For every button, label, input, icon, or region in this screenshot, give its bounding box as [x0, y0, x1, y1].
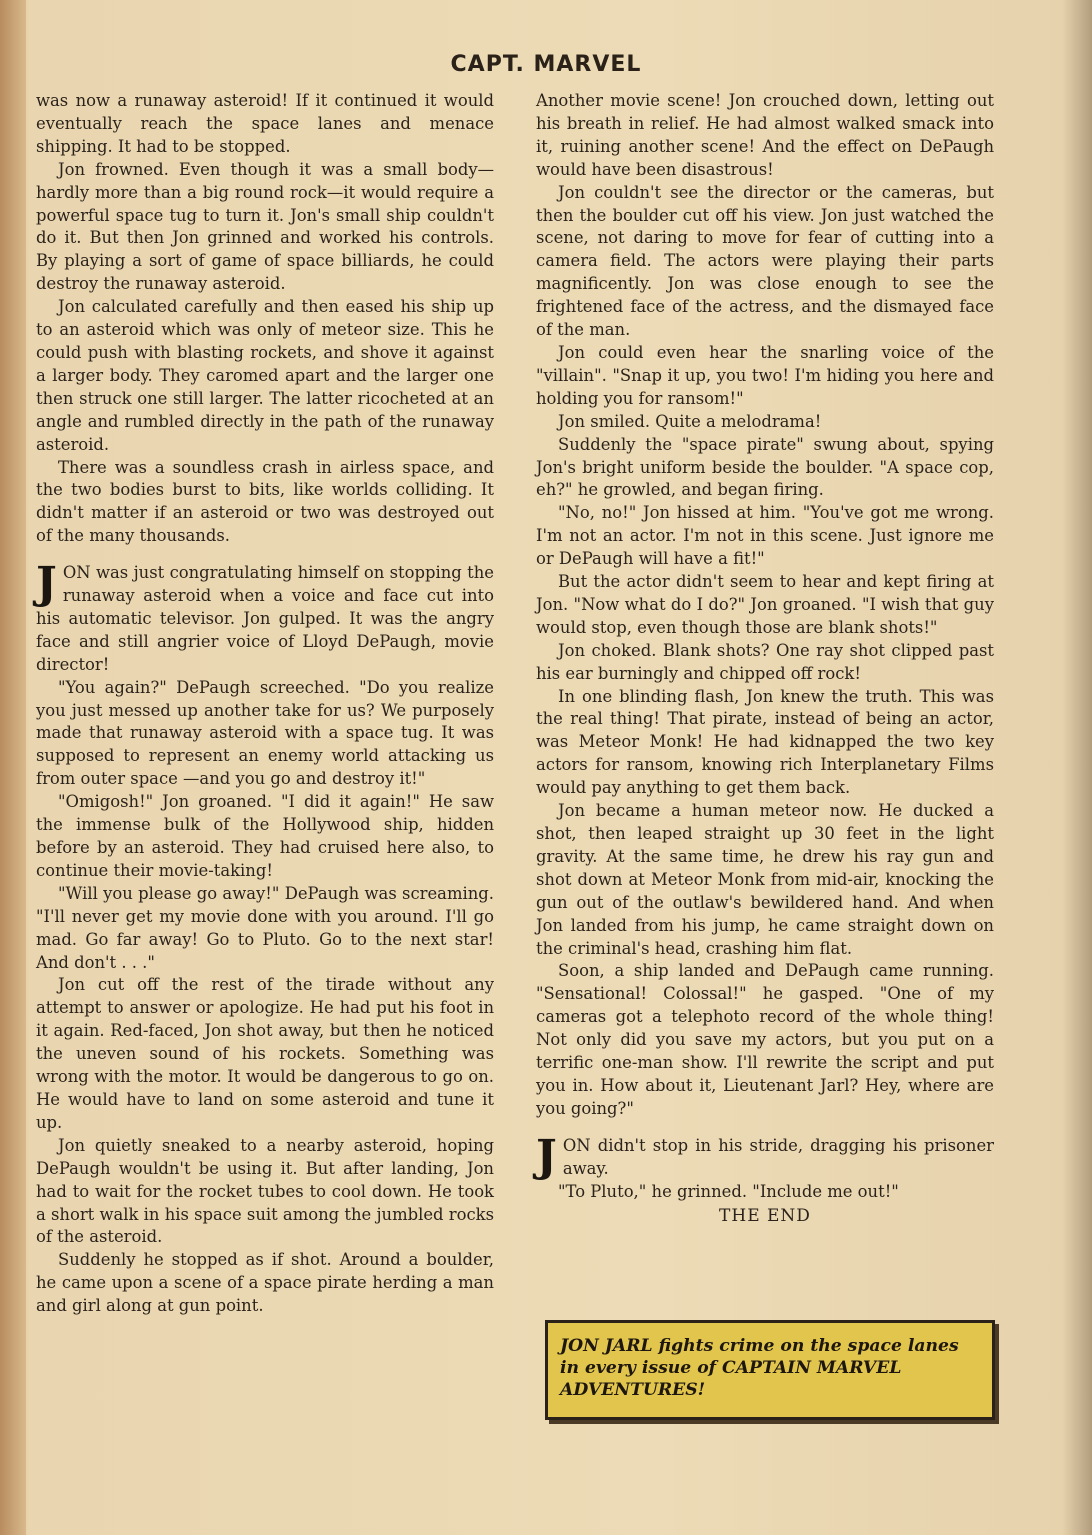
paragraph: "You again?" DePaugh screeched. "Do you realize you just messed up another take for us? We purposely made that runaway asteroid with a space tug. It was supposed to represent an enemy world attacking us from outer space —and you go and destroy it!" [36, 677, 494, 789]
drop-cap: J [536, 1130, 557, 1182]
paragraph: Another movie scene! Jon crouched down, letting out his breath in relief. He had almost walked smack into it, ruining another scene! And the effect on DePaugh would have been disastrous! [536, 91, 994, 179]
paragraph: "No, no!" Jon hissed at him. "You've got me wrong. I'm not an actor. I'm not in this scene. Just ignore me or DePaugh will have a fit!" [536, 503, 994, 569]
paragraph-dropcap [536, 1130, 994, 1182]
paragraph: was now a runaway asteroid! If it continued it would eventually reach the space lanes and menace shipping. It had to be stopped. [36, 91, 494, 156]
paragraph: Jon could even hear the snarling voice of the "villain". "Snap it up, you two! I'm hiding you here and holding you for ransom!" [536, 342, 994, 408]
paragraph: "To Pluto," he grinned. "Include me out!" [558, 1181, 899, 1201]
paragraph: Jon calculated carefully and then eased his ship up to an asteroid which was only of meteor size. This he could push with blasting rockets, and shove it against a larger body. They caromed apart and the larger one then struck one still larger. The latter ricocheted at an angle and rumbled directly in the path of the runaway asteroid. [36, 297, 494, 454]
page-gutter [0, 0, 26, 1535]
promo-box [545, 1320, 995, 1420]
drop-cap: J [36, 558, 57, 610]
paragraph: Jon smiled. Quite a melodrama! [558, 411, 822, 431]
paragraph-text: ON was just congratulating himself on stopping the runaway asteroid when a voice and face cut into his automatic televisor. Jon gulped. It was the angry face and still angrier voice of Lloyd DePaugh, movie director! [36, 563, 494, 674]
paragraph: Soon, a ship landed and DePaugh came running. "Sensational! Colossal!" he gasped. "One of my cameras got a telephoto record of the whole thing! Not only did you save my actors, but you put on a terrific one-man show. I'll rewrite the script and put you in. How about it, Lieutenant Jarl? Hey, where are you going?" [536, 961, 994, 1118]
page-header: CAPT. MARVEL [450, 52, 642, 77]
right-column [536, 90, 994, 1226]
paragraph: Jon quietly sneaked to a nearby asteroid, hoping DePaugh wouldn't be using it. But after landing, Jon had to wait for the rocket tubes to cool down. He took a short walk in his space suit among the jumbled rocks of the asteroid. [36, 1135, 494, 1247]
paragraph: Jon cut off the rest of the tirade without any attempt to answer or apologize. He had put his foot in it again. Red-faced, Jon shot away, but then he noticed the uneven sound of his rockets. Something was wrong with the motor. It would be dangerous to go on. He would have to land on some asteroid and tune it up. [36, 975, 494, 1132]
paragraph: Jon frowned. Even though it was a small body—hardly more than a big round rock—it would require a powerful space tug to turn it. Jon's small ship couldn't do it. But then Jon grinned and worked his controls. By playing a sort of game of space billiards, he could destroy the runaway asteroid. [36, 159, 494, 294]
page-edge-shadow [1062, 0, 1092, 1535]
paragraph: "Will you please go away!" DePaugh was screaming. "I'll never get my movie done with you around. I'll go mad. Go far away! Go to Pluto. Go to the next star! And don't . . ." [36, 883, 494, 972]
paragraph: Jon became a human meteor now. He ducked a shot, then leaped straight up 30 feet in the light gravity. At the same time, he drew his ray gun and shot down at Meteor Monk from mid-air, knocking the gun out of the outlaw's bewildered hand. And when Jon landed from his jump, he came straight down on the criminal's head, crashing him flat. [536, 801, 994, 958]
paragraph: But the actor didn't seem to hear and kept firing at Jon. "Now what do I do?" Jon groaned. "I wish that guy would stop, even though those are blank shots!" [536, 572, 994, 637]
paragraph: In one blinding flash, Jon knew the truth. This was the real thing! That pirate, instead of being an actor, was Meteor Monk! He had kidnapped the two key actors for ransom, knowing rich Interplanetary Films would pay anything to get them back. [536, 686, 994, 798]
paragraph: There was a soundless crash in airless space, and the two bodies burst to bits, like worlds colliding. It didn't matter if an asteroid or two was destroyed out of the many thousands. [36, 457, 494, 546]
the-end-label: THE END [719, 1205, 811, 1226]
left-column [36, 90, 494, 1318]
paragraph-text: ON didn't stop in his stride, dragging his prisoner away. [562, 1135, 994, 1178]
paragraph: "Omigosh!" Jon groaned. "I did it again!" He saw the immense bulk of the Hollywood ship, hidden before by an asteroid. They had cruised here also, to continue their movie-taking! [36, 792, 494, 880]
paragraph: Jon couldn't see the director or the cameras, but then the boulder cut off his view. Jon just watched the scene, not daring to move for fear of cutting into a camera field. The actors were playing their parts magnificently. Jon was close enough to see the frightened face of the actress, and the dismayed face of the man. [536, 182, 994, 340]
paragraph-dropcap [36, 558, 494, 677]
paragraph: Suddenly the "space pirate" swung about, spying Jon's bright uniform beside the boulder. "A space cop, eh?" he growled, and began firing. [536, 434, 994, 500]
paragraph: Jon choked. Blank shots? One ray shot clipped past his ear burningly and chipped off rock! [536, 640, 994, 683]
promo-text: JON JARL fights crime on the space lanes in every issue of CAPTAIN MARVEL ADVENTURES! [560, 1336, 959, 1400]
paragraph: Suddenly he stopped as if shot. Around a boulder, he came upon a scene of a space pirate herding a man and girl along at gun point. [36, 1250, 494, 1316]
